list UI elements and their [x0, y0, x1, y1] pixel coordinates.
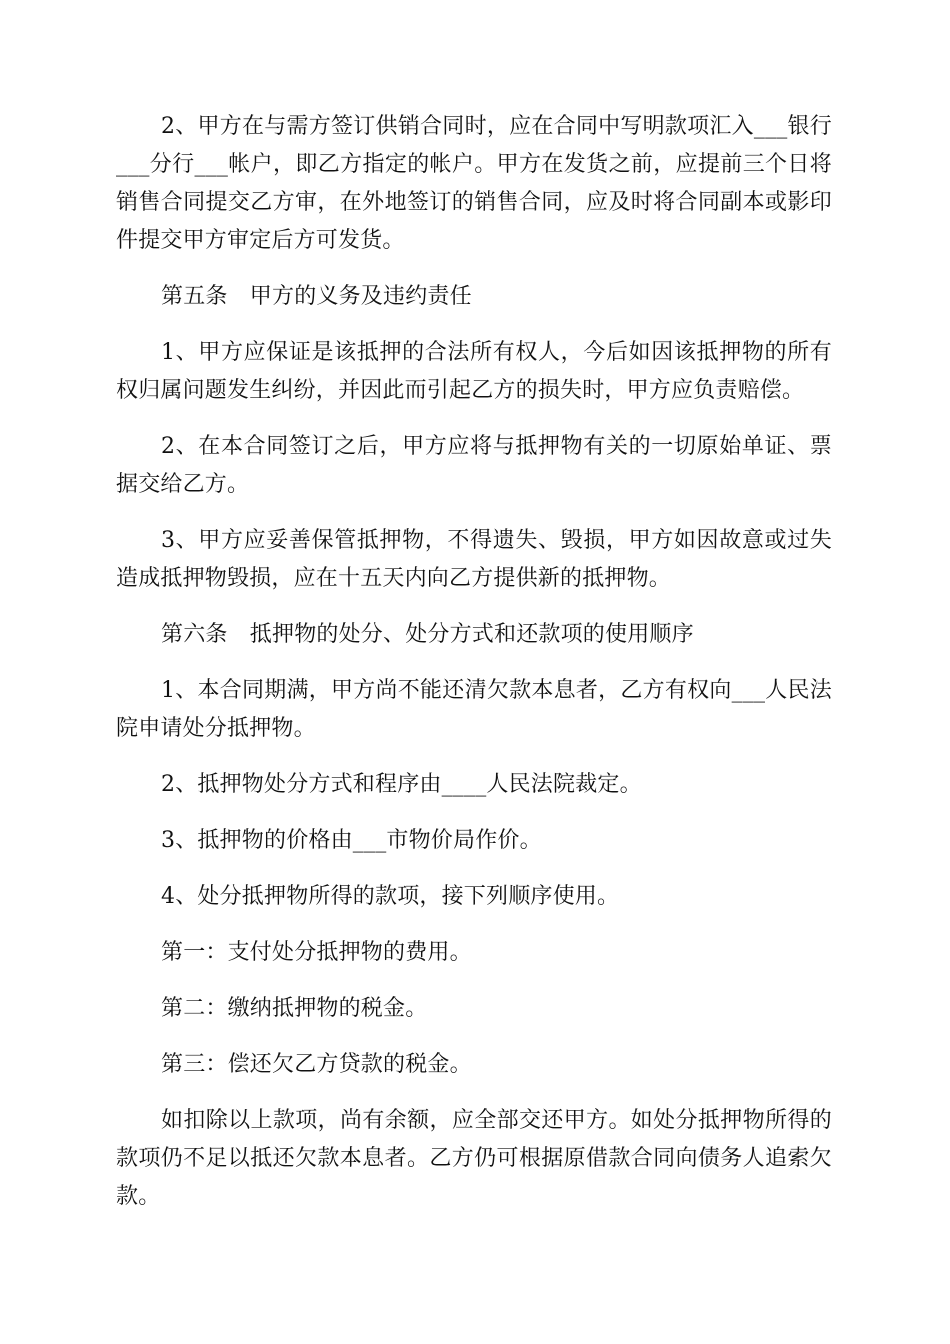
- paragraph-order-first: 第一：支付处分抵押物的费用。: [161, 940, 472, 965]
- article-6-heading: 第六条 抵押物的处分、处分方式和还款项的使用顺序: [161, 622, 694, 647]
- paragraph-order-third: 第三：偿还欠乙方贷款的税金。: [161, 1052, 472, 1077]
- paragraph-article-6-item-2: 2、抵押物处分方式和程序由____人民法院裁定。: [161, 772, 642, 797]
- article-5-heading: 第五条 甲方的义务及违约责任: [161, 284, 472, 309]
- paragraph-article-6-item-1: 1、本合同期满，甲方尚不能还清欠款本息者，乙方有权向___人民法院申请处分抵押物。: [116, 678, 832, 741]
- paragraph-article-5-item-2: 2、在本合同签订之后，甲方应将与抵押物有关的一切原始单证、票据交给乙方。: [116, 434, 832, 497]
- document-body: [116, 108, 832, 1234]
- paragraph-article-5-item-3: 3、甲方应妥善保管抵押物，不得遗失、毁损，甲方如因故意或过失造成抵押物毁损，应在十五天内向乙方提供新的抵押物。: [116, 528, 832, 591]
- paragraph-article-5-item-1: 1、甲方应保证是该抵押的合法所有权人，今后如因该抵押物的所有权归属问题发生纠纷，并因此而引起乙方的损失时，甲方应负责赔偿。: [116, 340, 832, 403]
- paragraph-article-6-item-4: 4、处分抵押物所得的款项，接下列顺序使用。: [161, 884, 620, 909]
- paragraph-order-second: 第二：缴纳抵押物的税金。: [161, 996, 428, 1021]
- paragraph-article-6-item-3: 3、抵押物的价格由___市物价局作价。: [161, 828, 542, 853]
- paragraph-remainder-clause: 如扣除以上款项，尚有余额，应全部交还甲方。如处分抵押物所得的款项仍不足以抵还欠款本息者。乙方仍可根据原借款合同向债务人追索欠款。: [116, 1108, 832, 1209]
- paragraph-clause-4-item-2: 2、甲方在与需方签订供销合同时，应在合同中写明款项汇入___银行___分行___帐户，即乙方指定的帐户。甲方在发货之前，应提前三个日将销售合同提交乙方审，在外地签订的销售合同，应及时将合同副本或影印件提交甲方审定后方可发货。: [116, 114, 832, 253]
